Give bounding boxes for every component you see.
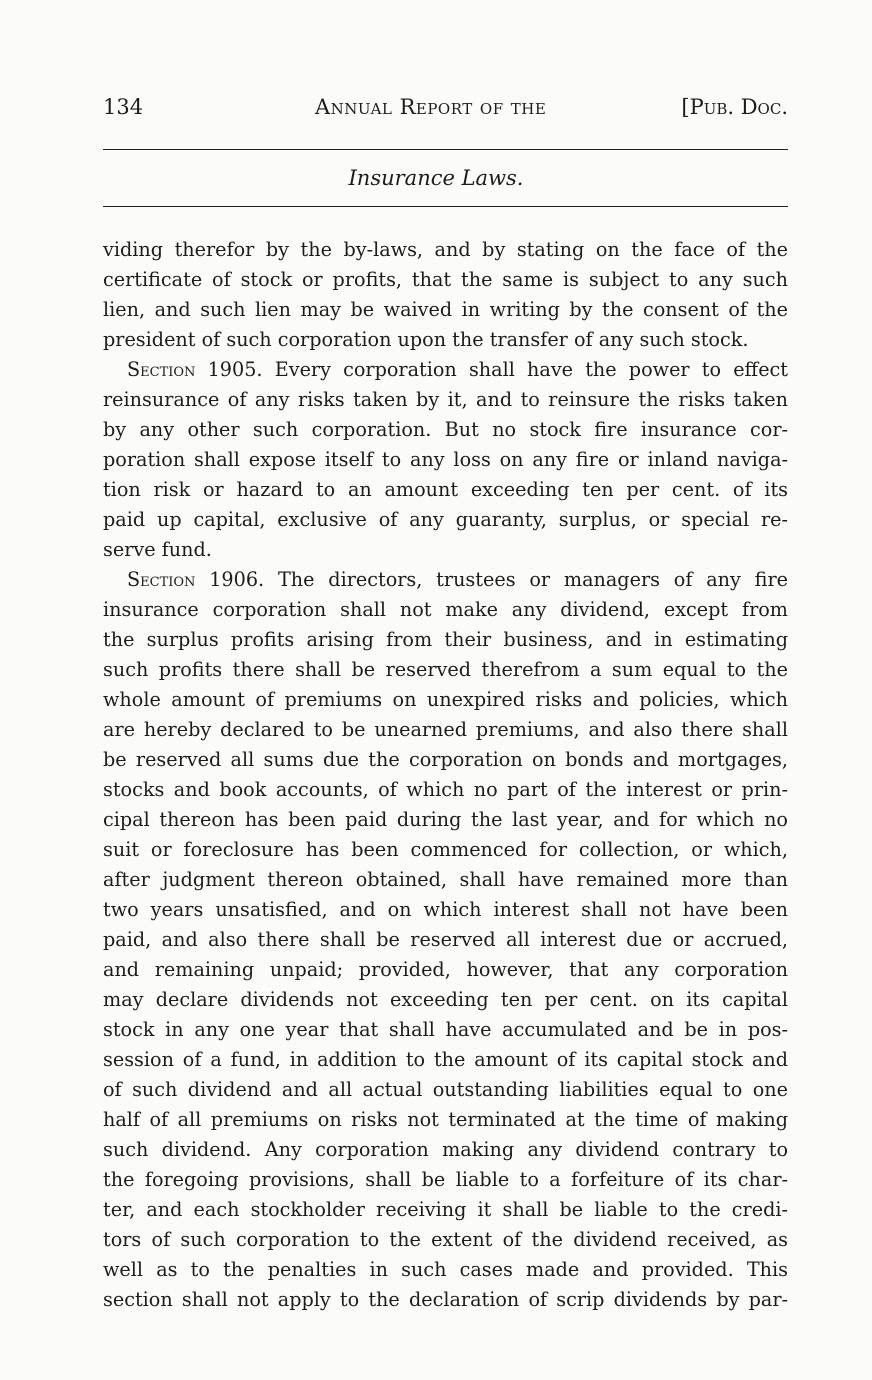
text-line: insurance corporation shall not make any dividend, except from [103, 598, 788, 621]
text-line: Every corporation shall have the power to effect [274, 358, 789, 381]
text-line: whole amount of premiums on unexpired risks and policies, which [103, 688, 788, 711]
section-title: Insurance Laws. [348, 166, 524, 190]
text-line: tors of such corporation to the extent of the dividend received, as [103, 1228, 788, 1251]
text-line: the foregoing provisions, shall be liable to a forfeiture of its char- [103, 1168, 788, 1191]
running-header [103, 92, 788, 122]
text-line: two years unsatisfied, and on which interest shall not have been [103, 898, 788, 921]
text-line: ter, and each stockholder receiving it shall be liable to the credi- [103, 1198, 788, 1221]
text-line: such dividend. Any corporation making any dividend contrary to [103, 1138, 788, 1161]
section-1905-label: Section 1905. [127, 358, 263, 381]
text-line: president of such corporation upon the transfer of any such stock. [103, 328, 749, 351]
text-line: reinsurance of any risks taken by it, and to reinsure the risks taken [103, 388, 788, 411]
text-line: and remaining unpaid; provided, however, that any corporation [103, 958, 788, 981]
text-line: half of all premiums on risks not terminated at the time of making [103, 1108, 788, 1131]
text-line: be reserved all sums due the corporation on bonds and mortgages, [103, 748, 788, 771]
text-line: by any other such corporation. But no stock fire insurance cor- [103, 418, 788, 441]
text-line: paid, and also there shall be reserved all interest due or accrued, [103, 928, 788, 951]
text-line: certificate of stock or profits, that the same is subject to any such [103, 268, 788, 291]
text-line: well as to the penalties in such cases made and provided. This [103, 1258, 788, 1281]
text-line: section shall not apply to the declaration of scrip dividends by par- [103, 1288, 788, 1311]
text-line: such profits there shall be reserved therefrom a sum equal to the [103, 658, 788, 681]
text-line: of such dividend and all actual outstanding liabilities equal to one [103, 1078, 788, 1101]
text-line: session of a fund, in addition to the amount of its capital stock and [103, 1048, 788, 1071]
text-line: stocks and book accounts, of which no part of the interest or prin- [103, 778, 788, 801]
text-line: are hereby declared to be unearned premiums, and also there shall [103, 718, 788, 741]
report-title: Annual Report of the [315, 95, 547, 119]
text-line: after judgment thereon obtained, shall have remained more than [103, 868, 788, 891]
text-line: suit or foreclosure has been commenced for collection, or which, [103, 838, 788, 861]
page-number: 134 [103, 95, 144, 119]
header-rule-top [103, 149, 788, 150]
text-line: may declare dividends not exceeding ten per cent. on its capital [103, 988, 788, 1011]
text-line: paid up capital, exclusive of any guaranty, surplus, or special re- [103, 508, 788, 531]
text-line: lien, and such lien may be waived in writing by the consent of the [103, 298, 788, 321]
text-line: serve fund. [103, 538, 212, 561]
text-line: cipal thereon has been paid during the last year, and for which no [103, 808, 788, 831]
section-1905-first-line [103, 355, 788, 385]
text-line: viding therefor by the by-laws, and by stating on the face of the [103, 238, 788, 261]
text-line: stock in any one year that shall have accumulated and be in pos- [103, 1018, 788, 1041]
text-line: the surplus profits arising from their business, and in estimating [103, 628, 788, 651]
text-line: poration shall expose itself to any loss on any fire or inland naviga- [103, 448, 788, 471]
header-rule-bottom [103, 206, 788, 207]
text-line: The directors, trustees or managers of any fire [277, 568, 789, 591]
text-line: tion risk or hazard to an amount exceeding ten per cent. of its [103, 478, 788, 501]
body-text [103, 235, 788, 1315]
section-1906-first-line [103, 565, 788, 595]
publication-label: [Pub. Doc. [681, 95, 788, 119]
section-1906-label: Section 1906. [127, 568, 265, 591]
